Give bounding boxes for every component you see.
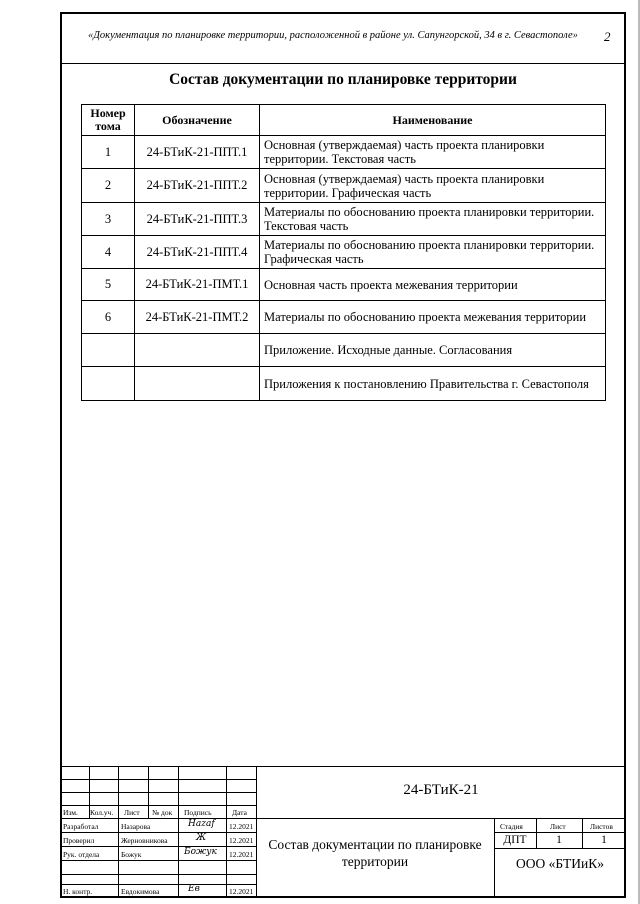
name-checker: Жерновникова — [121, 836, 168, 845]
col-header-signature: Подпись — [184, 808, 212, 817]
table-row — [82, 236, 606, 269]
volume-number-cell: 3 — [82, 203, 135, 236]
role-developer: Разработал — [63, 822, 99, 831]
role-norm-control: Н. контр. — [63, 887, 93, 896]
volume-number-cell — [82, 367, 135, 401]
col-header-date: Дата — [232, 808, 247, 817]
table-header-row — [82, 105, 606, 136]
designation-cell: 24-БТиК-21-ПМТ.1 — [135, 269, 260, 301]
table-row — [82, 203, 606, 236]
stage-value: ДПТ — [503, 834, 527, 846]
table-row — [82, 169, 606, 203]
designation-cell — [135, 367, 260, 401]
sheet-label: Лист — [550, 822, 566, 831]
organization-name: ООО «БТИиК» — [516, 856, 604, 871]
sheets-value: 1 — [601, 834, 607, 846]
title-cell: Материалы по обоснованию проекта межевания территории — [260, 301, 606, 334]
composition-table — [81, 104, 606, 401]
project-code: 24-БТиК-21 — [403, 782, 479, 798]
page-title: Состав документации по планировке территории — [169, 71, 517, 88]
table-row — [82, 136, 606, 169]
name-developer: Назарова — [121, 822, 151, 831]
title-cell: Приложение. Исходные данные. Согласования — [260, 334, 606, 367]
title-cell: Основная (утверждаемая) часть проекта планировки территории. Графическая часть — [260, 169, 606, 203]
designation-cell: 24-БТиК-21-ППТ.2 — [135, 169, 260, 203]
table-row — [82, 301, 606, 334]
volume-number-cell: 2 — [82, 169, 135, 203]
title-block — [60, 766, 626, 898]
volume-number-cell: 6 — [82, 301, 135, 334]
volume-number-cell: 4 — [82, 236, 135, 269]
col-header-change: Изм. — [63, 808, 78, 817]
volume-number-cell: 5 — [82, 269, 135, 301]
date-head: 12.2021 — [229, 850, 254, 859]
signature-developer: Hazaf — [188, 819, 215, 829]
title-cell: Основная часть проекта межевания территории — [260, 269, 606, 301]
stage-label: Стадия — [500, 822, 523, 831]
name-head: Божук — [121, 850, 142, 859]
date-checker: 12.2021 — [229, 836, 254, 845]
document-header: «Документация по планировке территории, расположенной в районе ул. Сапунгорской, 34 в г. Севастополе» — [88, 30, 578, 41]
designation-cell: 24-БТиК-21-ПМТ.2 — [135, 301, 260, 334]
table-row — [82, 269, 606, 301]
page-number: 2 — [604, 29, 611, 44]
title-cell: Основная (утверждаемая) часть проекта планировки территории. Текстовая часть — [260, 136, 606, 169]
table-row — [82, 334, 606, 367]
sheets-label: Листов — [590, 822, 613, 831]
col-header-sheet: Лист — [124, 808, 140, 817]
date-developer: 12.2021 — [229, 822, 254, 831]
title-cell: Материалы по обоснованию проекта планировки территории. Графическая часть — [260, 236, 606, 269]
sheet-value: 1 — [556, 834, 562, 846]
designation-cell: 24-БТиК-21-ППТ.3 — [135, 203, 260, 236]
col-header-doc: № док — [152, 808, 173, 817]
title-cell: Материалы по обоснованию проекта планировки территории. Текстовая часть — [260, 203, 606, 236]
signature-norm-control: Ев — [188, 884, 200, 894]
role-checker: Проверил — [63, 836, 95, 845]
designation-cell — [135, 334, 260, 367]
designation-cell: 24-БТиК-21-ППТ.4 — [135, 236, 260, 269]
role-head: Рук. отдела — [63, 850, 100, 859]
column-header-name: Наименование — [260, 105, 606, 136]
volume-number-cell — [82, 334, 135, 367]
column-header-code: Обозначение — [135, 105, 260, 136]
header-divider — [60, 63, 626, 64]
volume-number-cell: 1 — [82, 136, 135, 169]
name-norm-control: Евдокимова — [121, 887, 160, 896]
date-norm-control: 12.2021 — [229, 887, 254, 896]
designation-cell: 24-БТиК-21-ППТ.1 — [135, 136, 260, 169]
table-row — [82, 367, 606, 401]
column-header-volume: Номер тома — [82, 105, 135, 136]
title-cell: Приложения к постановлению Правительства г. Севастополя — [260, 367, 606, 401]
document-name: Состав документации по планировке территории — [268, 837, 482, 869]
signature-head: Божук — [184, 847, 217, 857]
col-header-count: Кол.уч. — [90, 808, 114, 817]
signature-checker: Ж — [196, 833, 207, 843]
